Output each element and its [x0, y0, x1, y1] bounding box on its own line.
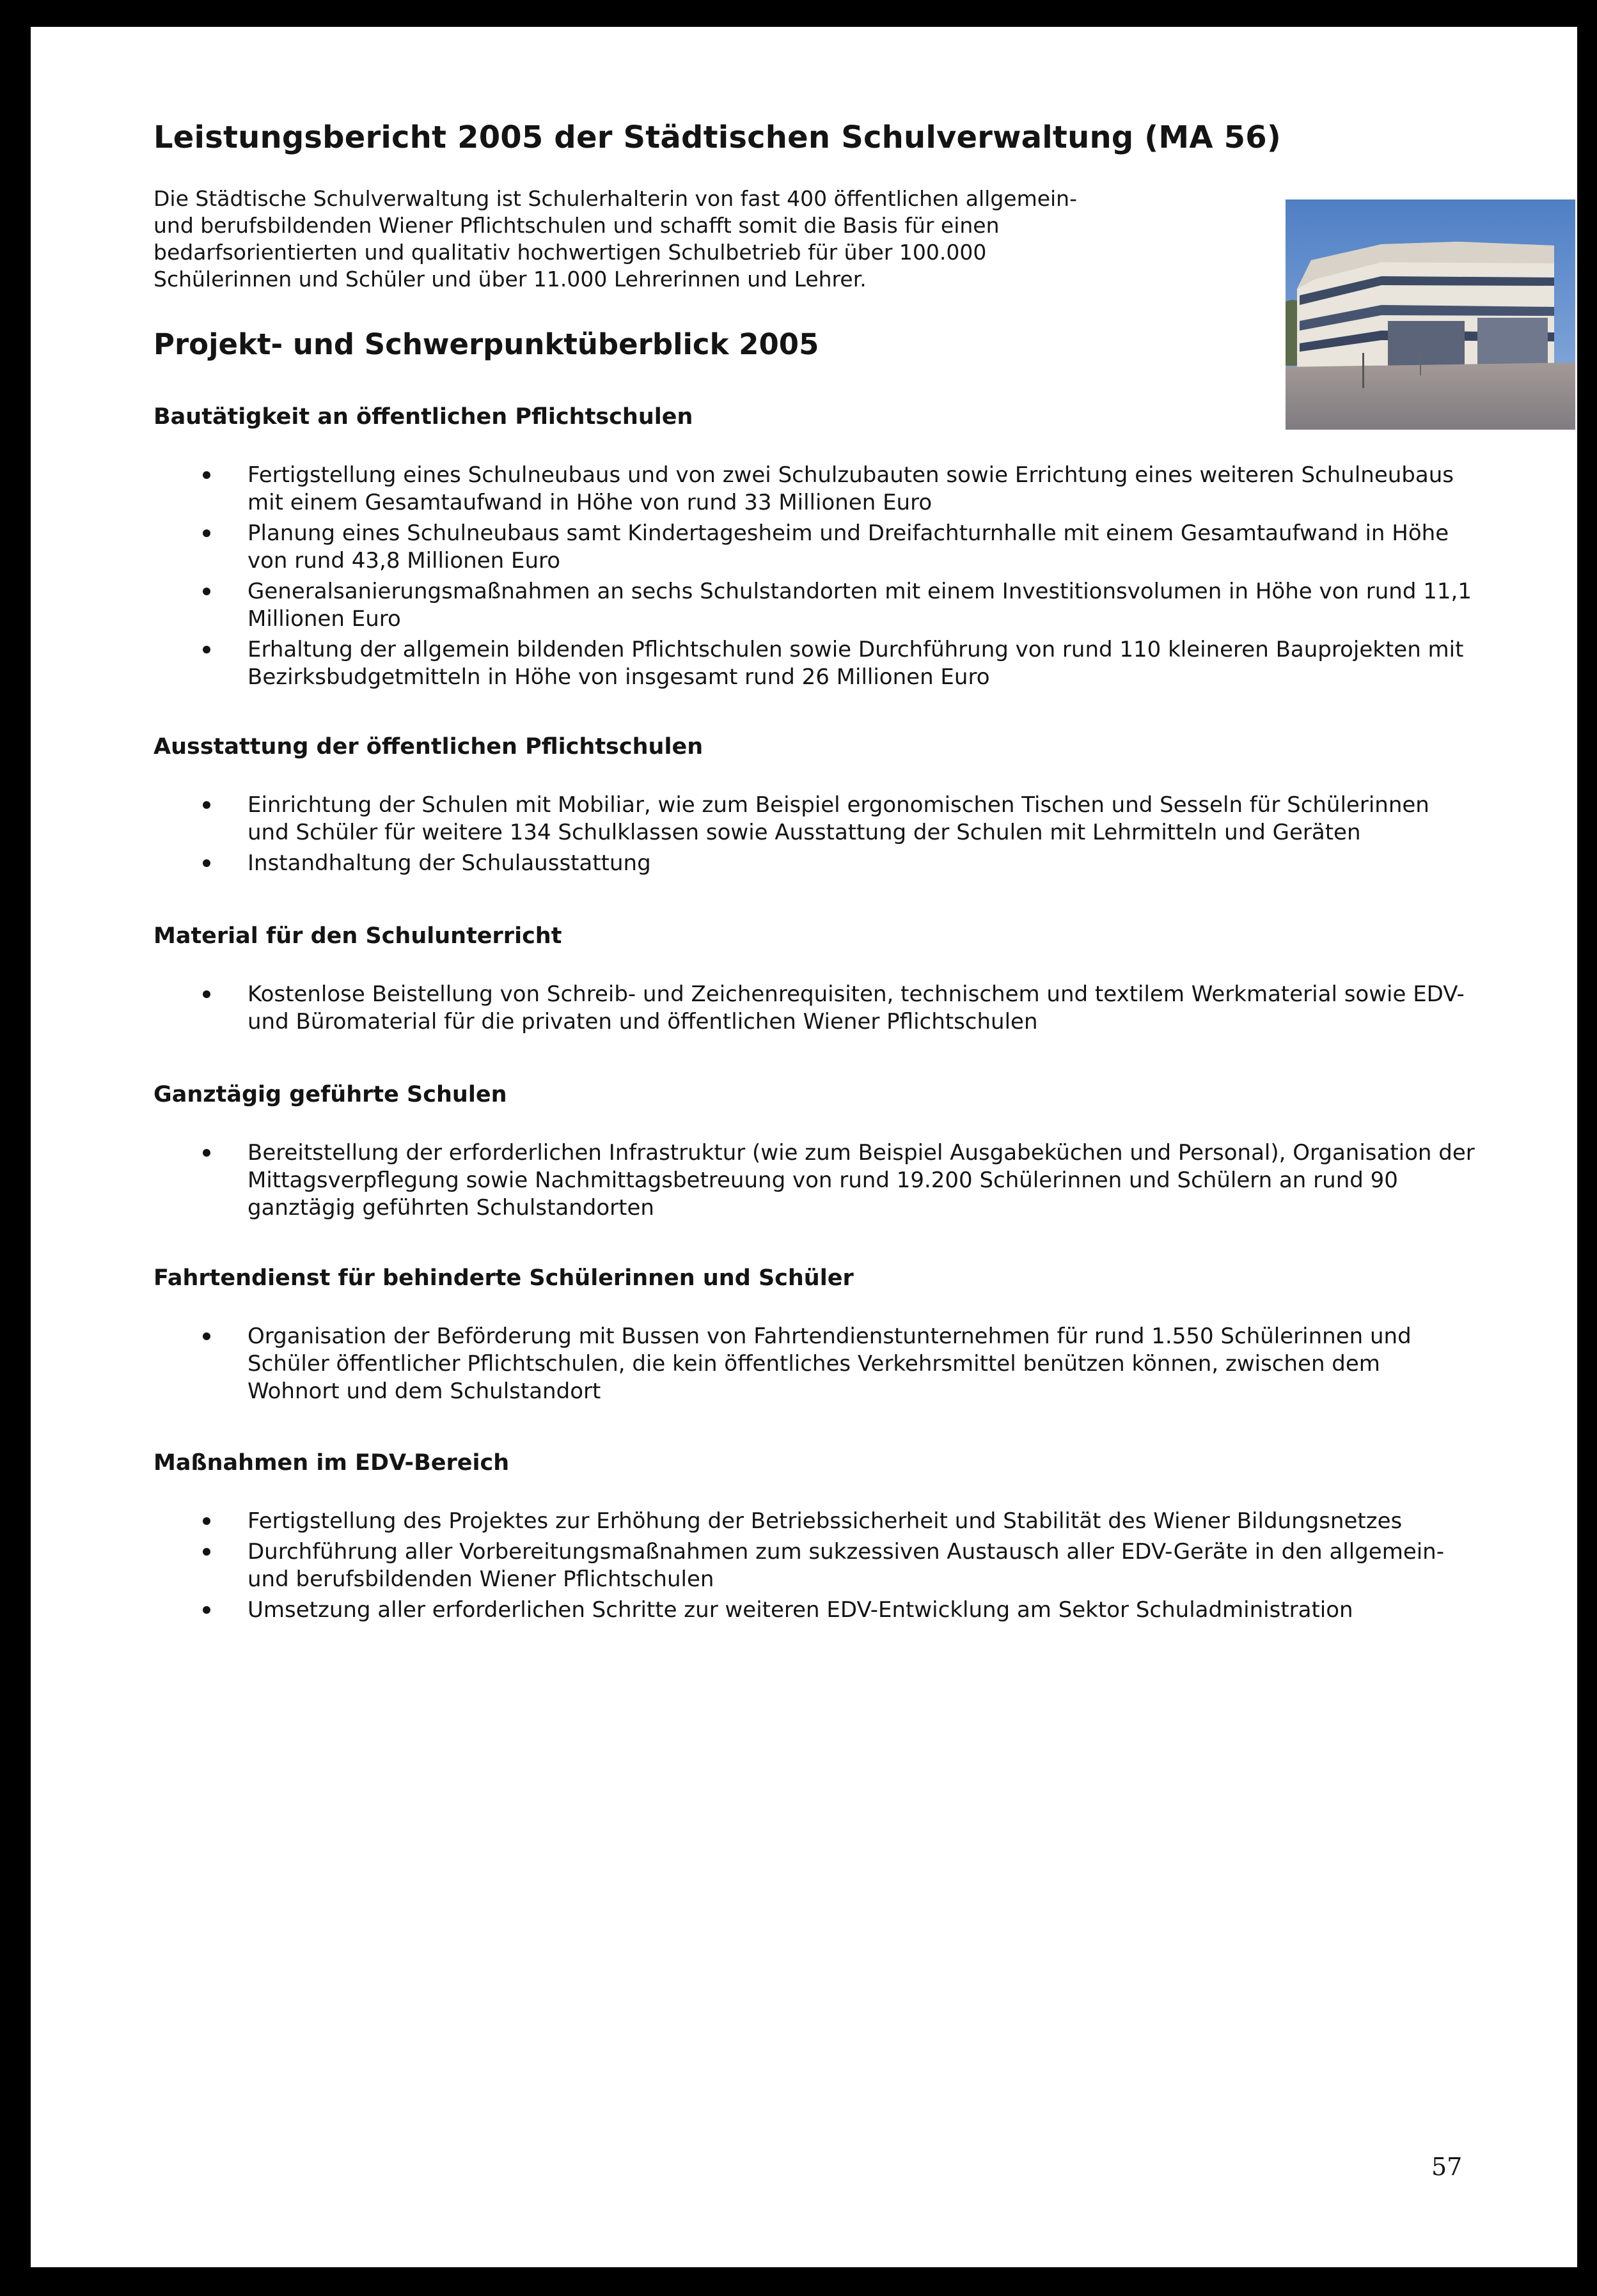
section-heading: Ausstattung der öffentlichen Pflichtschulen [153, 734, 704, 760]
list-item: Planung eines Schulneubaus samt Kindertagesheim und Dreifachturnhalle mit einem Gesamtaufwand in Höhe von rund 43,8 Millionen Euro [153, 520, 1475, 575]
list-item: Kostenlose Beistellung von Schreib- und Zeichenrequisiten, technischem und textilem Werkmaterial sowie EDV- und Büromaterial für die privaten und öffentlichen Wiener Pflichtschulen [153, 981, 1475, 1036]
list-item: Fertigstellung des Projektes zur Erhöhung der Betriebssicherheit und Stabilität des Wiener Bildungsnetzes [153, 1508, 1475, 1535]
bullet-list [153, 1139, 1497, 1222]
section-heading: Fahrtendienst für behinderte Schülerinnen und Schüler [153, 1265, 854, 1291]
list-item: Generalsanierungsmaßnahmen an sechs Schulstandorten mit einem Investitionsvolumen in Höhe von rund 11,1 Millionen Euro [153, 578, 1475, 633]
bullet-list [153, 1323, 1497, 1405]
list-item: Erhaltung der allgemein bildenden Pflichtschulen sowie Durchführung von rund 110 kleineren Bauprojekten mit Bezirksbudgetmitteln in Höhe von insgesamt rund 26 Millionen Euro [153, 636, 1475, 691]
page-number: 57 [1431, 2153, 1463, 2181]
intro-paragraph: Die Städtische Schulverwaltung ist Schulerhalterin von fast 400 öffentlichen allgemein- und berufsbildenden Wiener Pflichtschulen und schafft somit die Basis für einen bedarfsorientierten und qualitativ hochwertigen Schulbetrieb für über 100.000 Schülerinnen und Schüler und über 11.000 Lehrerinnen und Lehrer. [153, 186, 1078, 292]
overview-heading: Projekt- und Schwerpunktüberblick 2005 [153, 327, 819, 361]
document-page [31, 27, 1577, 2267]
bullet-list [153, 981, 1497, 1036]
bullet-list [153, 462, 1497, 691]
section-bautaetigkeit [153, 404, 1497, 694]
section-ausstattung [153, 734, 1497, 880]
list-item: Organisation der Beförderung mit Bussen von Fahrtendienstunternehmen für rund 1.550 Schülerinnen und Schüler öffentlicher Pflichtschulen, die kein öffentliches Verkehrsmittel benützen können, zwischen dem Wohnort und dem Schulstandort [153, 1323, 1475, 1405]
list-item: Durchführung aller Vorbereitungsmaßnahmen zum sukzessiven Austausch aller EDV-Geräte in den allgemein- und berufsbildenden Wiener Pflichtschulen [153, 1538, 1475, 1593]
bullet-list [153, 792, 1497, 877]
section-heading: Maßnahmen im EDV-Bereich [153, 1450, 510, 1476]
list-item: Instandhaltung der Schulausstattung [153, 850, 1475, 877]
page-title: Leistungsbericht 2005 der Städtischen Schulverwaltung (MA 56) [153, 120, 1281, 155]
section-heading: Material für den Schulunterricht [153, 923, 562, 949]
section-ganztaegig [153, 1082, 1497, 1225]
bullet-list [153, 1508, 1497, 1624]
section-heading: Ganztägig geführte Schulen [153, 1082, 507, 1107]
list-item: Umsetzung aller erforderlichen Schritte zur weiteren EDV-Entwicklung am Sektor Schuladministration [153, 1597, 1475, 1624]
list-item: Fertigstellung eines Schulneubaus und von zwei Schulzubauten sowie Errichtung eines weiteren Schulneubaus mit einem Gesamtaufwand in Höhe von rund 33 Millionen Euro [153, 462, 1475, 517]
section-edv [153, 1450, 1497, 1627]
list-item: Einrichtung der Schulen mit Mobiliar, wie zum Beispiel ergonomischen Tischen und Sesseln für Schülerinnen und Schüler für weitere 134 Schulklassen sowie Ausstattung der Schulen mit Lehrmitteln und Geräten [153, 792, 1475, 847]
section-fahrtendienst [153, 1265, 1497, 1409]
section-heading: Bautätigkeit an öffentlichen Pflichtschulen [153, 404, 693, 430]
school-building-photo [1286, 199, 1575, 430]
section-material [153, 923, 1497, 1039]
list-item: Bereitstellung der erforderlichen Infrastruktur (wie zum Beispiel Ausgabeküchen und Personal), Organisation der Mittagsverpflegung sowie Nachmittagsbetreuung von rund 19.200 Schülerinnen und Schülern an rund 90 ganztägig geführten Schulstandorten [153, 1139, 1475, 1222]
